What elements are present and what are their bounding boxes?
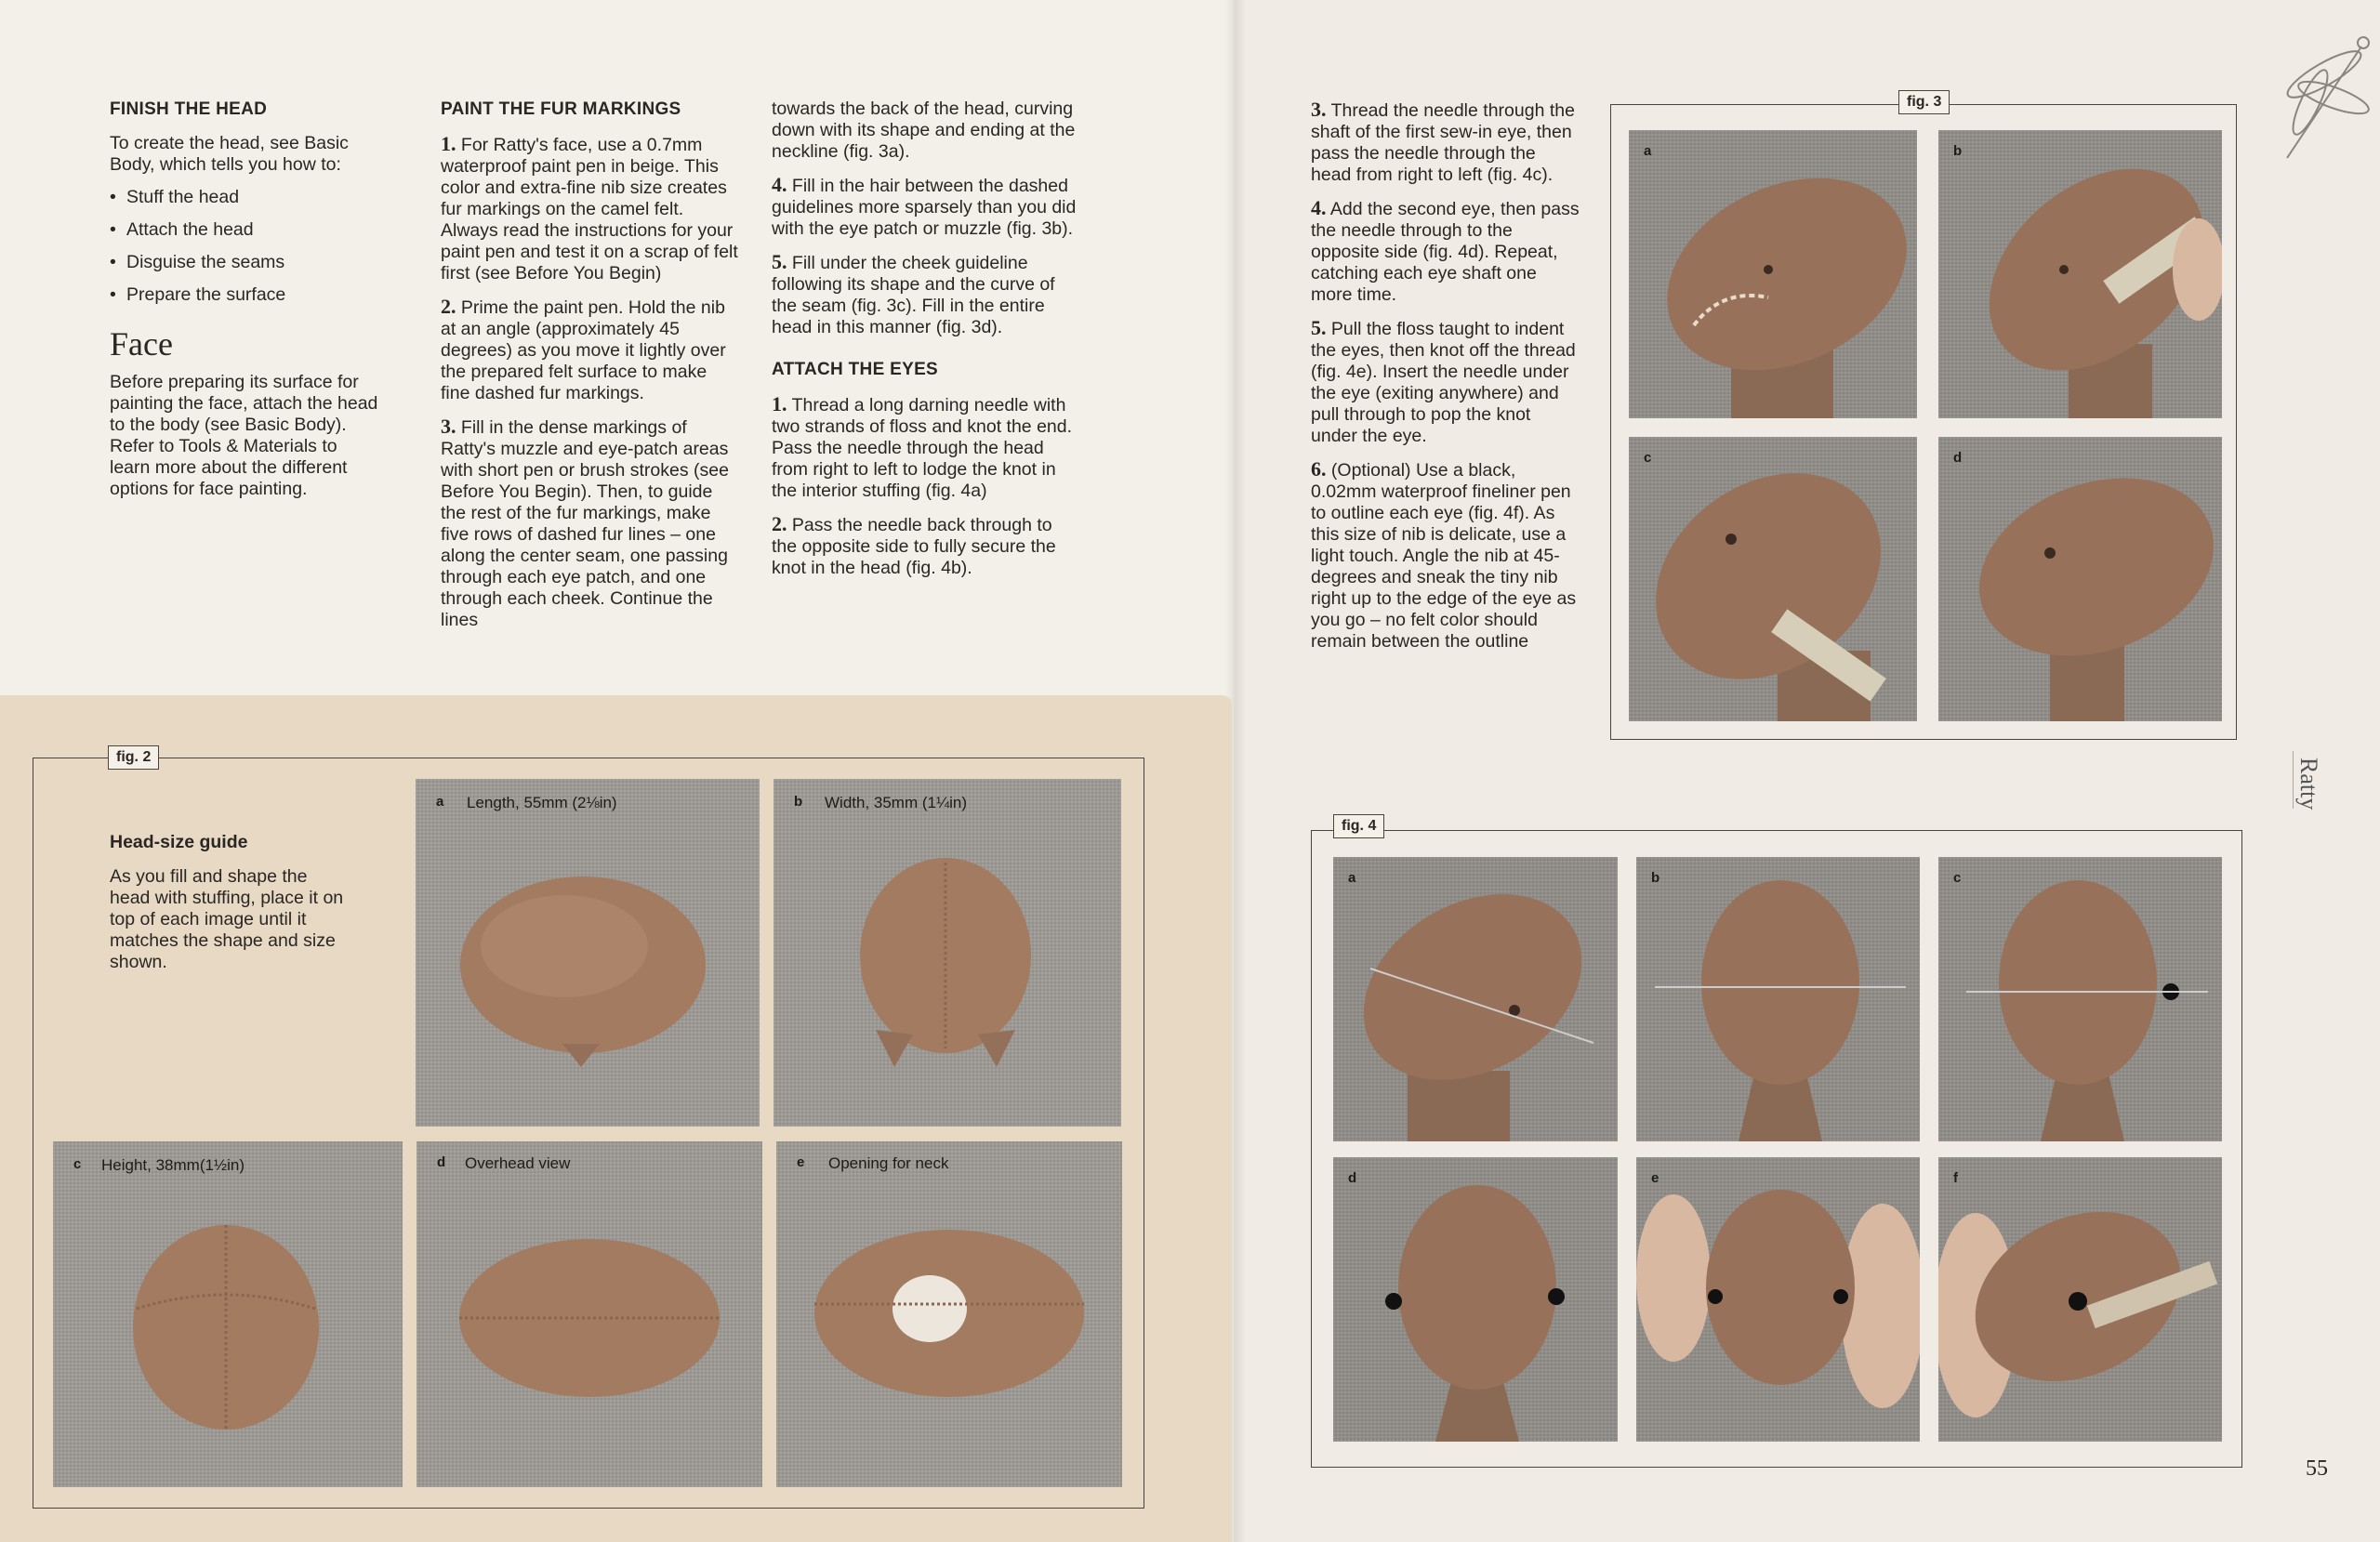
step-number: 4. bbox=[772, 173, 787, 196]
step-number: 6. bbox=[1311, 457, 1327, 481]
photo-letter: f bbox=[1953, 1170, 1958, 1186]
fig3-photo-b bbox=[1938, 130, 2222, 418]
step-text: Fill in the hair between the dashed guidelines more sparsely than you did with the eye patch or muzzle (fig. 3b). bbox=[772, 176, 1077, 239]
step-text: Thread a long darning needle with two strands of floss and knot the end. Pass the needle through the head from right to left to lodge the knot in the interior stuffing (fig. 4a) bbox=[772, 395, 1073, 501]
face-paragraph: Before preparing its surface for painting the face, attach the head to the body (see Basic Body). Refer to Tools & Materials to learn more about the different options for face painting. bbox=[110, 372, 378, 499]
dragonfly-icon bbox=[2259, 19, 2380, 167]
list-item: • Prepare the surface bbox=[110, 284, 379, 306]
photo-letter: b bbox=[1651, 870, 1660, 886]
page-number: 55 bbox=[2306, 1456, 2328, 1481]
fig2-photo-b bbox=[774, 779, 1121, 1127]
step-text: Fill in the dense markings of Ratty's muzzle and eye-patch areas with short pen or brush strokes (see Before You Begin). Then, to guide the rest of the fur markings, make five rows of dashed fur lines – one along the center seam, one passing through each eye patch, and one through each cheek. Continue the lines bbox=[441, 417, 729, 630]
fig4-photo-f bbox=[1938, 1157, 2222, 1442]
fig3-photo-d bbox=[1938, 437, 2222, 721]
paint-step-2 bbox=[441, 296, 738, 404]
head-front-needle bbox=[1636, 857, 1920, 1141]
column-attach-eyes-cont bbox=[1311, 99, 1580, 664]
step-number: 1. bbox=[441, 132, 456, 155]
paint-step-3 bbox=[441, 415, 738, 631]
finish-head-intro: To create the head, see Basic Body, which tells you how to: bbox=[110, 133, 349, 175]
step-number: 2. bbox=[772, 512, 787, 535]
eye-step-3 bbox=[1311, 99, 1580, 186]
step-text: For Ratty's face, use a 0.7mm waterproof paint pen in beige. This color and extra-fine nib size creates fur markings on the camel felt. Always read the instructions for your paint pen and test it on a scrap of felt first (see Before You Begin) bbox=[441, 135, 738, 283]
chapter-name: Ratty bbox=[2295, 758, 2322, 811]
step-number: 3. bbox=[1311, 98, 1327, 121]
column-finish-head bbox=[110, 99, 379, 511]
step-text: Pull the floss taught to indent the eyes, then knot off the thread (fig. 4e). Insert the needle under the eye (exiting anywhere) and pull through to pop the knot under the eye. bbox=[1311, 319, 1576, 446]
photo-label: Opening for neck bbox=[828, 1154, 949, 1172]
photo-letter: c bbox=[1644, 450, 1652, 466]
step-text: (Optional) Use a black, 0.02mm waterproof fineliner pen to outline each eye (fig. 4f). As this size of nib is delicate, use a light touch. Angle the nib at 45-degrees and sneak the tiny nib right up to the edge of the eye as you go – no felt color should remain between the outline bbox=[1311, 460, 1577, 652]
guide-title: Head-size guide bbox=[110, 832, 248, 852]
side-tab-line bbox=[2293, 751, 2294, 809]
step-text: Fill under the cheek guideline following its shape and the curve of the seam (fig. 3c). Fill in the entire head in this manner (fig. 3d). bbox=[772, 253, 1055, 337]
photo-label: Width, 35mm (1¼in) bbox=[825, 794, 968, 811]
head-with-needle bbox=[1333, 857, 1618, 1141]
photo-letter: d bbox=[437, 1154, 446, 1170]
list-item: • Disguise the seams bbox=[110, 252, 379, 273]
eye-step-1 bbox=[772, 393, 1078, 502]
paint-fur-heading: PAINT THE FUR MARKINGS bbox=[441, 99, 681, 119]
step-text: Add the second eye, then pass the needle through to the opposite side (fig. 4d). Repeat, catching each eye shaft one more time. bbox=[1311, 199, 1580, 305]
attach-eyes-heading: ATTACH THE EYES bbox=[772, 360, 939, 379]
photo-letter: d bbox=[1953, 450, 1963, 466]
fig3-photo-c bbox=[1629, 437, 1917, 721]
painted-head bbox=[1938, 437, 2222, 721]
eye-step-5 bbox=[1311, 317, 1580, 447]
felt-head-side bbox=[416, 779, 760, 1127]
fig4-photo-b bbox=[1636, 857, 1920, 1141]
photo-letter: a bbox=[1348, 870, 1356, 886]
fig4-photo-a bbox=[1333, 857, 1618, 1141]
step-number: 2. bbox=[441, 295, 456, 318]
felt-head-overhead bbox=[416, 1141, 762, 1487]
fig4-photo-c bbox=[1938, 857, 2222, 1141]
head-front-eye bbox=[1938, 857, 2222, 1141]
fig3-photo-a bbox=[1629, 130, 1917, 418]
finish-head-list bbox=[110, 187, 379, 306]
felt-head-neck-opening bbox=[776, 1141, 1122, 1487]
photo-letter: b bbox=[1953, 143, 1963, 159]
step-text: Pass the needle back through to the opposite side to fully secure the knot in the head (fig. 4b). bbox=[772, 515, 1056, 578]
photo-label: Length, 55mm (2⅛in) bbox=[467, 794, 617, 811]
photo-letter: b bbox=[794, 794, 803, 810]
fig4-tag: fig. 4 bbox=[1333, 814, 1384, 838]
photo-letter: c bbox=[73, 1156, 82, 1172]
paint-step-4 bbox=[772, 174, 1078, 240]
step-number: 1. bbox=[772, 392, 787, 415]
step-number: 5. bbox=[772, 250, 787, 273]
step-number: 4. bbox=[1311, 196, 1327, 219]
fig4-photo-d bbox=[1333, 1157, 1618, 1442]
head-two-eyes bbox=[1333, 1157, 1618, 1442]
painted-head bbox=[1629, 437, 1917, 721]
continued-text: towards the back of the head, curving down with its shape and ending at the neckline (fig. 3a). bbox=[772, 99, 1076, 162]
head-size-guide bbox=[110, 832, 351, 984]
column-continued bbox=[772, 99, 1078, 590]
fig2-photo-a bbox=[416, 779, 760, 1127]
photo-letter: a bbox=[436, 794, 444, 810]
head-knotting bbox=[1636, 1157, 1920, 1442]
fig3-tag: fig. 3 bbox=[1898, 90, 1950, 114]
photo-letter: c bbox=[1953, 870, 1962, 886]
photo-letter: a bbox=[1644, 143, 1652, 159]
paint-step-1 bbox=[441, 133, 738, 284]
photo-letter: e bbox=[1651, 1170, 1659, 1186]
head-outlining-eye bbox=[1938, 1157, 2222, 1442]
fig2-photo-e bbox=[776, 1141, 1122, 1487]
painted-head bbox=[1629, 130, 1917, 418]
paint-step-5 bbox=[772, 251, 1078, 338]
step-number: 5. bbox=[1311, 316, 1327, 339]
felt-head-front bbox=[774, 779, 1121, 1127]
guide-text: As you fill and shape the head with stuffing, place it on top of each image until it matches the shape and size shown. bbox=[110, 866, 344, 972]
photo-label: Overhead view bbox=[465, 1154, 571, 1172]
eye-step-2 bbox=[772, 513, 1078, 579]
photo-letter: e bbox=[797, 1154, 805, 1170]
face-heading: Face bbox=[110, 325, 173, 362]
painted-head bbox=[1938, 130, 2222, 418]
step-number: 3. bbox=[441, 415, 456, 438]
eye-step-6 bbox=[1311, 458, 1580, 652]
chapter-side-tab bbox=[2294, 758, 2322, 813]
fig2-tag: fig. 2 bbox=[108, 745, 159, 770]
eye-step-4 bbox=[1311, 197, 1580, 306]
photo-letter: d bbox=[1348, 1170, 1357, 1186]
fig4-photo-e bbox=[1636, 1157, 1920, 1442]
list-item: • Stuff the head bbox=[110, 187, 379, 208]
felt-head-back bbox=[53, 1141, 403, 1487]
photo-label: Height, 38mm(1½in) bbox=[101, 1156, 245, 1174]
step-text: Thread the needle through the shaft of the first sew-in eye, then pass the needle through the head from right to left (fig. 4c). bbox=[1311, 100, 1575, 185]
fig2-photo-d bbox=[416, 1141, 762, 1487]
column-paint-fur bbox=[441, 99, 738, 642]
fig2-photo-c bbox=[53, 1141, 403, 1487]
finish-head-heading: FINISH THE HEAD bbox=[110, 99, 268, 119]
list-item: • Attach the head bbox=[110, 219, 379, 241]
step-text: Prime the paint pen. Hold the nib at an angle (approximately 45 degrees) as you move it lightly over the prepared felt surface to make fine dashed fur markings. bbox=[441, 297, 726, 403]
